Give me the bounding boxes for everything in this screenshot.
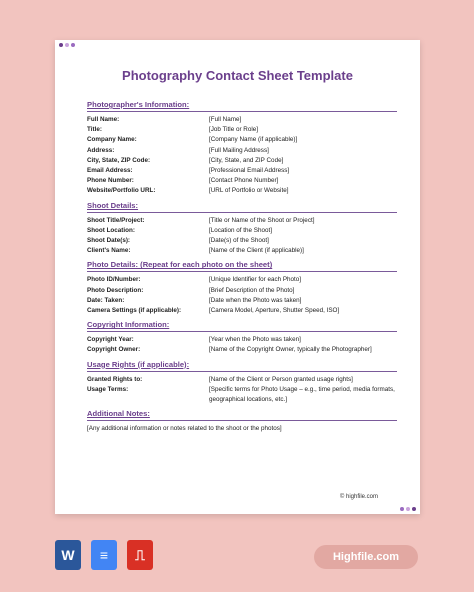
field-row [87,216,397,226]
field-row [87,345,397,355]
field-label: Email Address: [87,167,133,175]
field-row [87,296,397,306]
field-row [87,186,397,196]
field-row [87,275,397,285]
section-divider [87,271,397,272]
section-title: Shoot Details: [87,200,139,210]
field-label: Date: Taken: [87,296,125,304]
field-row [87,306,397,316]
section-title: Photo Details: (Repeat for each photo on the sheet) [87,260,273,270]
section-title: Usage Rights (if applicable): [87,359,190,369]
section-title: Photographer's Information: [87,100,190,109]
brand-badge[interactable]: Highfile.com [314,545,418,569]
section-title: Copyright Information: [87,320,170,330]
section [87,360,397,406]
field-value: [Camera Model, Aperture, Shutter Speed, ISO] [209,307,340,315]
field-row [87,286,397,296]
field-value: [Company Name (if applicable)] [209,136,298,144]
field-label: Address: [87,146,115,154]
field-label: Photo Description: [87,286,144,294]
field-label: Usage Terms: [87,385,129,393]
section-divider [87,331,397,332]
field-row [87,226,397,236]
section-divider [87,212,397,213]
field-label: Client's Name: [87,247,131,255]
field-value: [Job Title or Role] [209,126,258,134]
corner-dots-top-left-icon [59,43,75,47]
field-row [87,246,397,256]
notes-section [87,409,397,434]
field-value: [Date(s) of the Shoot] [209,237,269,245]
field-label: Camera Settings (if applicable): [87,307,182,315]
field-row [87,166,397,176]
field-row [87,236,397,246]
section [87,100,397,197]
field-value: [Title or Name of the Shoot or Project] [209,216,315,224]
pdf-icon[interactable]: ⎍ [127,540,153,570]
field-label: Copyright Owner: [87,346,141,354]
field-label: Phone Number: [87,177,134,185]
field-row [87,146,397,156]
field-label: Shoot Date(s): [87,237,131,245]
field-label: Copyright Year: [87,336,134,344]
field-value: [Full Mailing Address] [209,146,269,154]
field-label: Granted Rights to: [87,375,143,383]
field-label: Title: [87,126,102,134]
field-value: [Contact Phone Number] [209,177,279,185]
section [87,320,397,355]
google-docs-icon[interactable]: ≡ [91,540,117,570]
field-label: Photo ID/Number: [87,276,141,284]
field-row [87,375,397,385]
field-value: [Specific terms for Photo Usage – e.g., time period, media formats, geographical locations, etc.] [209,385,395,404]
field-value: [Brief Description of the Photo] [209,286,295,294]
section-divider [87,111,397,112]
field-label: Shoot Title/Project: [87,216,145,224]
field-value: [Year when the Photo was taken] [209,336,301,344]
word-icon[interactable]: W [55,540,81,570]
section [87,260,397,316]
field-row [87,335,397,345]
field-label: Full Name: [87,116,120,123]
field-row [87,135,397,145]
field-value: [URL of Portfolio or Website] [209,187,289,195]
field-label: Website/Portfolio URL: [87,187,156,195]
field-row [87,125,397,135]
corner-dots-bottom-right-icon [400,507,416,511]
field-value: [Unique Identifier for each Photo] [209,276,302,284]
field-label: Company Name: [87,136,137,144]
field-value: [Full Name] [209,116,242,123]
copyright-footer: © highfile.com [339,494,378,500]
document-page [55,40,420,514]
notes-title: Additional Notes: [87,409,150,419]
field-value: [Name of the Copyright Owner, typically the Photographer] [209,346,372,354]
field-label: Shoot Location: [87,226,135,234]
field-value: [Professional Email Address] [209,167,290,175]
field-row [87,115,397,125]
field-value: [City, State, and ZIP Code] [209,156,284,164]
section-divider [87,420,397,421]
field-row [87,156,397,166]
section-divider [87,371,397,372]
field-value: [Name of the Client or Person granted usage rights] [209,375,353,383]
document-title: Photography Contact Sheet Template [122,68,353,83]
app-icons-row [55,540,153,570]
document-content [87,100,397,438]
section [87,201,397,257]
field-value: [Location of the Shoot] [209,226,273,234]
notes-value: [Any additional information or notes related to the shoot or the photos] [87,425,282,433]
field-label: City, State, ZIP Code: [87,156,151,164]
field-row [87,176,397,186]
field-value: [Date when the Photo was taken] [209,296,302,304]
field-value: [Name of the Client (if applicable)] [209,247,304,255]
field-row [87,385,397,405]
